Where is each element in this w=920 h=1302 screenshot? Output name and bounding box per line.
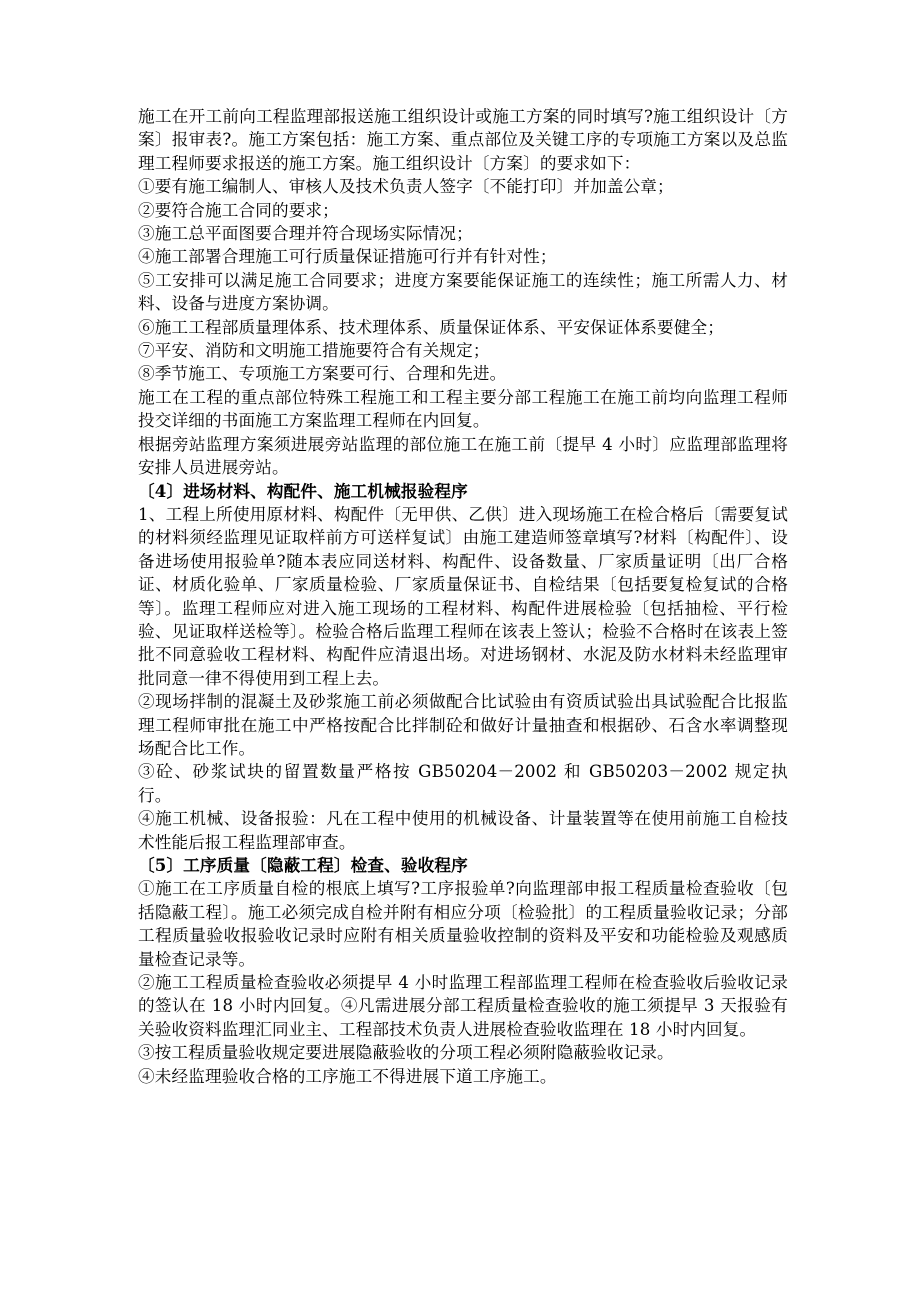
list-item-1: ①要有施工编制人、审核人及技术负责人签字〔不能打印〕并加盖公章； — [138, 177, 674, 197]
section-heading-5: 〔5〕工序质量〔隐蔽工程〕检查、验收程序 — [138, 855, 468, 875]
paragraph-intro: 施工在开工前向工程监理部报送施工组织设计或施工方案的同时填写?施工组织设计〔方案〕报审表?。施工方案包括：施工方案、重点部位及关键工序的专项施工方案以及总监理工程师要求报送的施工方案。施工组织设计〔方案〕的要求如下： — [138, 107, 788, 173]
list-item-5: ⑤工安排可以满足施工合同要求；进度方案要能保证施工的连续性；施工所需人力、材料、设备与进度方案协调。 — [138, 270, 788, 314]
paragraph-key-parts: 施工在工程的重点部位特殊工程施工和工程主要分部工程施工在施工前均向监理工程师投交详细的书面施工方案监理工程师在内回复。 — [138, 387, 788, 431]
paragraph-inspection-1: ①施工在工序质量自检的根底上填写?工序报验单?向监理部申报工程质量检查验收〔包括隐蔽工程〕。施工必须完成自检并附有相应分项〔检验批〕的工程质量验收记录；分部工程质量验收报验收记录时应附有相关质量验收控制的资料及平安和功能检验及观感质量检查记录等。 — [138, 879, 788, 969]
paragraph-inspection-3: ③按工程质量验收规定要进展隐蔽验收的分项工程必须附隐蔽验收记录。 — [138, 1043, 674, 1063]
list-item-7: ⑦平安、消防和文明施工措施要符合有关规定； — [138, 341, 490, 361]
paragraph-materials-2: ②现场拌制的混凝土及砂浆施工前必须做配合比试验由有资质试验出具试验配合比报监理工程师审批在施工中严格按配合比拌制砼和做好计量抽查和根据砂、石含水率调整现场配合比工作。 — [138, 692, 788, 758]
document-body — [138, 105, 788, 1088]
section-heading-4: 〔4〕进场材料、构配件、施工机械报验程序 — [138, 480, 468, 501]
list-item-4: ④施工部署合理施工可行质量保证措施可行并有针对性； — [138, 247, 557, 267]
list-item-8: ⑧季节施工、专项施工方案要可行、合理和先进。 — [138, 364, 507, 384]
paragraph-materials-4: ④施工机械、设备报验：凡在工程中使用的机械设备、计量装置等在使用前施工自检技术性能后报工程监理部审查。 — [138, 809, 788, 852]
list-item-3: ③施工总平面图要合理并符合现场实际情况； — [138, 224, 473, 244]
paragraph-inspection-2: ②施工工程质量检查验收必须提早 4 小时监理工程部监理工程师在检查验收后验收记录的签认在 18 小时内回复。④凡需进展分部工程质量检查验收的施工须提早 3 天报验有关验收资料监理汇同业主、工程部技术负责人进展检查验收监理在 18 小时内回复。 — [138, 973, 788, 1039]
paragraph-inspection-4: ④未经监理验收合格的工序施工不得进展下道工序施工。 — [138, 1066, 557, 1086]
list-item-2: ②要符合施工合同的要求； — [138, 200, 339, 220]
paragraph-materials-3: ③砼、砂浆试块的留置数量严格按 GB50204－2002 和 GB50203－2002 规定执行。 — [138, 762, 788, 805]
list-item-6: ⑥施工工程部质量理体系、技术理体系、质量保证体系、平安保证体系要健全； — [138, 317, 725, 337]
paragraph-materials-1: 1、工程上所使用原材料、构配件〔无甲供、乙供〕进入现场施工在检合格后〔需要复试的材料须经监理见证取样前方可送样复试〕由施工建造师签章填写?材料〔构配件〕、设备进场使用报验单?随本表应同送材料、构配件、设备数量、厂家质量证明〔出厂合格证、材质化验单、厂家质量检验、厂家质量保证书、自检结果〔包括要复检复试的合格等〕。监理工程师应对进入施工现场的工程材料、构配件进展检验〔包括抽检、平行检验、见证取样送检等〕。检验合格后监理工程师在该表上签认；检验不合格时在该表上签批不同意验收工程材料、构配件应清退出场。对进场钢材、水泥及防水材料未经监理审批同意一律不得使用到工程上去。 — [138, 504, 788, 688]
paragraph-supervision: 根据旁站监理方案须进展旁站监理的部位施工在施工前〔提早 4 小时〕应监理部监理将安排人员进展旁站。 — [138, 434, 788, 478]
